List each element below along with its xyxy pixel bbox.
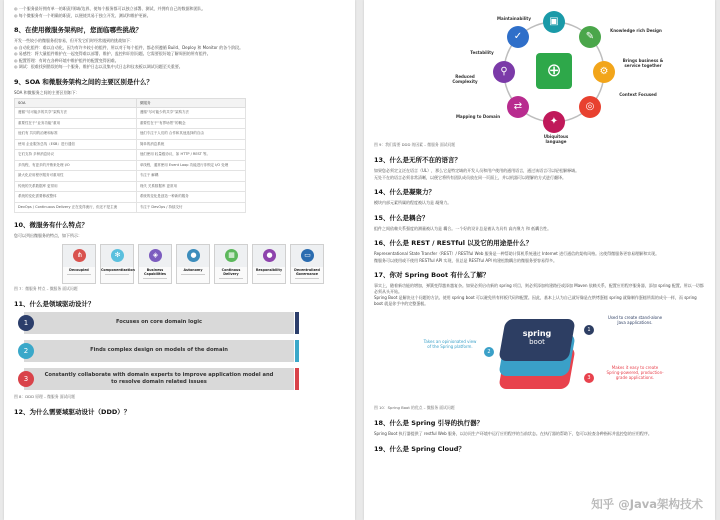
column-header: 微服务 [136,99,245,108]
section-17-heading: 17、你对 Spring Boot 有什么了解？ [374,271,490,279]
paragraph: Spring Boot 是解决这个问题的方法。使用 spring boot 可以避免所有样板代码和配置。因此，基本上认为自己就好像是在烘烤蛋糕 spring 就像制作蛋糕所需的成分一样，而 spring boot 就是你手中的完整蛋糕。 [374,295,697,306]
section-14-heading: 14、什么是凝聚力？ [374,188,436,196]
ddd-row-text: Focuses on core domain logic [115,319,203,326]
table-cell: 系统的变化是创造一种新的服务 [136,192,245,203]
feature-label: Autonomy [183,267,203,272]
figure-caption: 图 7：微服务 特点 – 微服务 面试问题 [14,285,78,291]
table-row [15,118,246,129]
feature-label: Responsibility [255,267,283,272]
paragraph: 无处不在的语言必须非常清晰，以便它将所有团队成员放在同一页面上，并以机器可以理解的方式进行翻译。 [374,174,566,180]
step-text: Makes it easy to create Spring-powered, production-grade applications. [606,365,664,380]
watermark: 知乎 @Java架构技术 [591,497,703,511]
paragraph: 如果您必须定义泛在语言（UL），那么它是特定域的开发人员和用户使用的通用语言，通过该语言可以轻松解释域。 [374,168,580,173]
section-11-heading: 11、什么是领域驱动设计？ [14,299,95,308]
section-18-heading: 18、什么是 Spring 引导的执行器？ [374,419,484,427]
person-icon: ● [263,249,276,262]
table-cell: 使用 企业服务总线（ESB）进行通信 [15,139,137,150]
microservice-features-figure [62,244,345,284]
paragraph: Representational State Transfer（REST）/ RESTful Web 服务是一种帮助计算机系统通过 Internet 进行通信的架构风格。这使得微服务更容易理解和实现。 [374,251,660,256]
figure-caption: 图 8：DDD 原理 – 微服务 面试问题 [14,393,75,399]
column-header: SOA [15,99,137,108]
table-cell: 专注于 DevOps / 持续交付 [136,202,245,213]
grid-icon: ▦ [225,249,238,262]
screen-icon: ▭ [301,249,314,262]
target-icon: ◈ [149,249,162,262]
table-row [15,139,246,150]
ddd-row [24,312,294,334]
feature-label: Decoupled [69,267,89,272]
paragraph: 开发一些较小的微服务很容易，但开发它们时经常遇到的挑战如下： [14,38,134,43]
section-12-heading: 12、为什么需要域驱动设计（DDD）？ [14,407,131,416]
feature-label: Continous Delivery [221,267,241,276]
row-accent-bar [295,368,299,390]
intro-line: ◎ 一个服务最好拥有单一的职责/领域/边界，使每个服务都可以独立部署、测试，并拥有自己的数据和团队。 [14,6,206,11]
paragraph: 微服务可以使用或不使用 RESTful API 实现，但总是 RESTful API 构建松散耦合的微服务要容易得多。 [374,257,557,263]
table-cell: 重要性在于“有界场景”的概念 [136,118,245,129]
wheel-label: Testability [470,50,494,55]
paragraph: SOA 和微服务之间的主要区别如下： [14,89,80,95]
row-accent-bar [295,340,299,362]
feature-card [138,244,172,284]
wheel-label: Ubiquitous language [543,134,569,144]
ddd-factors-wheel [394,6,694,144]
right-document-page [364,0,715,520]
section-9-heading: 9、SOA 和微服务架构之间的主要区别是什么？ [14,77,153,86]
table-cell: 系统的变化需要修改整体 [15,192,137,203]
feature-card [252,244,286,284]
left-document-page [4,0,355,520]
paragraph: ◎ 自动化组件：难以自动化，因为有许多较小的组件，所以对于每个组件，都必须遵循 Build、Deploy 和 Monitor 的各个阶段。 [14,44,244,50]
table-row [15,160,246,171]
section-8-heading: 8、在使用微服务架构时，您面临哪些挑战？ [14,26,143,34]
table-row [15,171,246,182]
feature-label: Decentralized Governance [294,267,320,276]
feature-card [176,244,210,284]
step-badge: 1 [584,325,594,335]
feature-label: Business Capabilities [144,267,166,276]
wheel-label: Maintainability [497,16,531,21]
table-cell: 他们专注于人们的 合作和其他选择的自由 [136,129,245,140]
table-row [15,181,246,192]
paragraph: 模块内部元素所属的程度被认为是 凝聚力。 [374,200,452,205]
figure-caption: 图 9：我们需要 DDD 的因素 – 微服务 面试问题 [374,142,456,147]
wheel-label: Reduced Complexity [452,74,478,84]
section-10-heading: 10、微服务有什么特点？ [14,221,89,229]
section-16-heading: 16、什么是 REST / RESTful 以及它的用途是什么？ [374,239,533,247]
table-cell: 现代 关系数据库 更常用 [136,181,245,192]
soa-vs-microservices-table [14,98,246,213]
table-header-row [15,99,246,108]
step-number: 2 [18,343,34,359]
paragraph: ◎ 配置管理：有时在各种环境中维护组件的配置变得困难。 [14,57,119,63]
feature-label: Componentization [101,267,135,272]
paragraph: Spring Boot 执行器提供了 restful Web 服务，以访问生产环境中运行应用程序的当前状态。在执行器的帮助下，您可以检查各种指标并监控您的应用程序。 [374,431,652,436]
section-19-heading: 19、什么是 Spring Cloud？ [374,444,465,453]
table-cell: 单线程，通常使用 Event Loop 功能进行非锁定 I/O 处理 [136,160,245,171]
table-row [15,108,246,119]
row-accent-bar [295,312,299,334]
wheel-node: ✎ [579,26,601,48]
table-cell: DevOps / Continuous Delivery 正在变得流行，但还不是主流 [15,202,137,213]
feature-card [100,244,134,284]
intro-line: ◎ 每个微服务有一个明确的职责，以便使其易于独立开发、测试和维护更新。 [14,12,151,18]
network-icon: ⋔ [73,249,86,262]
paragraph: 事实上，随着新功能的增加，弹簧变得越来越复杂。如果必须启动新的 spring 项目，则必须添加构建路径或添加 Maven 依赖关系，配置应用程序服务器，添加 spring 配置。所以一切都必须从头开始。 [374,283,704,294]
wheel-node: ▣ [543,11,565,33]
step-badge: 2 [484,347,494,357]
step-number: 3 [18,371,34,387]
paragraph: 您可以列出微服务的特点，如下所示： [14,233,82,238]
wheel-label: Knowledge rich Design [610,28,662,33]
paragraph: ◎ 调试：很难找到错误的每一个服务，维护日志以及集中式日志和仪表板以调试问题至关重要。 [14,64,183,69]
wheel-label: Mapping to Domain [455,114,501,119]
wheel-node: ✦ [543,111,565,133]
ddd-row-text: Finds complex design on models of the domain [90,347,228,354]
table-cell: 遵循“尽可能多的共享”架构方法 [15,108,137,119]
person-icon: ● [187,249,200,262]
wheel-node: ⇄ [507,96,529,118]
wheel-label: Brings business & service together [622,58,664,68]
section-15-heading: 15、什么是耦合？ [374,213,429,222]
table-cell: 遵循“尽可能少的共享”架构方法 [136,108,245,119]
step-text: Used to create stand-alone Java applications. [607,315,663,325]
ddd-row [24,340,294,362]
table-cell: 专注于 解耦 [136,171,245,182]
table-cell: 传统的关系数据库 更常用 [15,181,137,192]
spring-boot-figure [384,307,684,403]
logo-word: spring [522,329,552,338]
table-cell: 他们有 共同的治理和标准 [15,129,137,140]
feature-card [214,244,248,284]
wheel-label: Context Focused [619,92,657,97]
table-row [15,202,246,213]
feature-card [290,244,324,284]
table-row [15,150,246,161]
spring-boot-logo [514,329,560,346]
table-cell: 它们支持 多种消息协议 [15,150,137,161]
wheel-node: ⚲ [493,61,515,83]
logo-subword: boot [529,338,545,346]
table-cell: 重要性在于“业务功能”重用 [15,118,137,129]
wheel-node: ✓ [507,26,529,48]
figure-caption: 图 10：Spring Boot 的优点 – 微服务 面试问题 [374,405,455,410]
table-row [15,129,246,140]
table-cell: 简单的消息系统 [136,139,245,150]
microservices-center-icon: ⊕ [536,53,572,89]
wheel-node: ◎ [579,96,601,118]
wheel-node: ⚙ [593,61,615,83]
feature-card [62,244,96,284]
step-text: Takes an opinionated view of the Spring platform. [423,339,477,349]
ddd-principles-figure [24,312,302,392]
step-badge: 3 [584,373,594,383]
table-cell: 最大化应用程序服务可重用性 [15,171,137,182]
table-cell: 多线程，有更多的开销来处理 I/O [15,160,137,171]
paragraph: 组件之间依赖关系强度的测量被认为是 耦合。一个好的设计总是被认为具有 高内聚力 和 低耦合性。 [374,225,552,231]
section-13-heading: 13、什么是无所不在的语言？ [374,156,462,164]
step-number: 1 [18,315,34,331]
paragraph: ◎ 易感性：将大量组件维护在一起变得难以部署、维护、监控和识别问题。它需要很好地了解周围的所有组件。 [14,51,211,56]
gear-icon: ✻ [111,249,124,262]
table-row [15,192,246,203]
ddd-row-text: Constantly collaborate with domain experts to improve application model and to resolve domain related issues [44,372,274,385]
ddd-row [24,368,294,390]
table-cell: 他们使用 轻量级协议，如 HTTP / REST 等。 [136,150,245,161]
